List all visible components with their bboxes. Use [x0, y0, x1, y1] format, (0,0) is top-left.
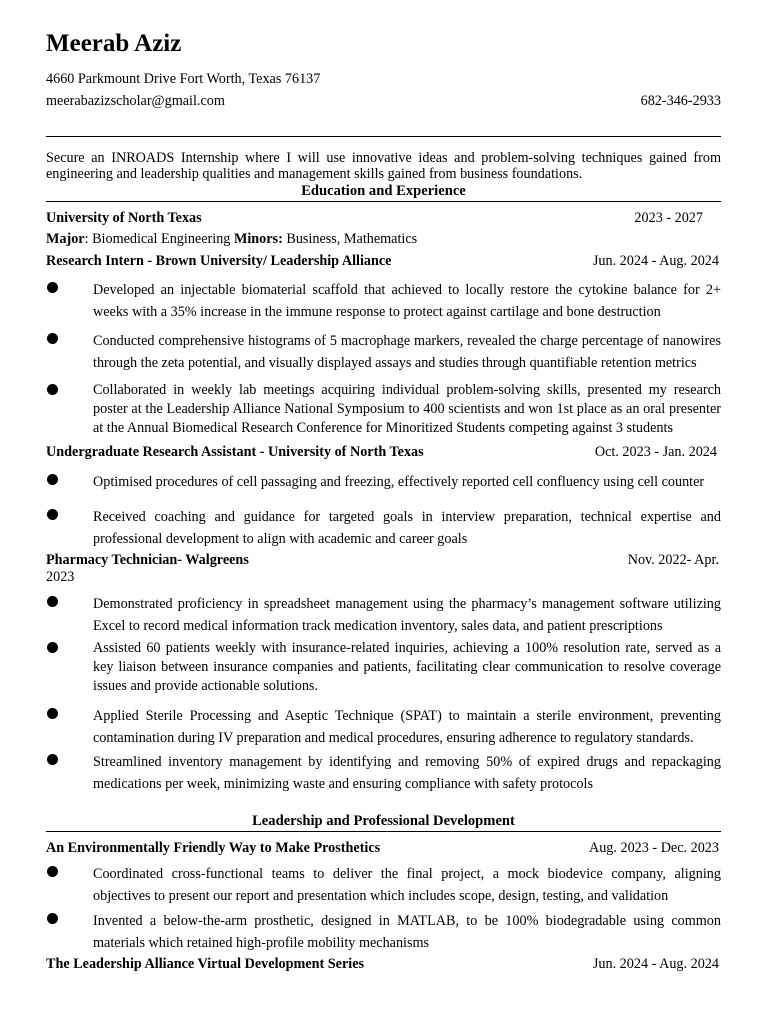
- bullet-text: Optimised procedures of cell passaging and freezing, effectively reported cell confluency using cell counter: [93, 474, 705, 490]
- list-item: [46, 330, 721, 374]
- bullet-text: Invented a below-the-arm prosthetic, designed in MATLAB, to be 100% biodegradable using common materials which retained high-profile mobility mechanisms: [93, 913, 721, 951]
- bullet-icon: [47, 282, 58, 293]
- bullet-icon: [47, 866, 58, 877]
- bullet-text: Received coaching and guidance for targeted goals in interview preparation, technical expertise and professional development to align with academic and career goals: [93, 509, 721, 547]
- university-dates: 2023 - 2027: [634, 210, 703, 226]
- job-header: [46, 253, 719, 270]
- header-divider: [46, 136, 721, 137]
- bullet-icon: [47, 596, 58, 607]
- education-row: [46, 210, 719, 227]
- bullet-icon: [47, 642, 58, 653]
- list-item: [46, 705, 721, 749]
- bullet-text: Conducted comprehensive histograms of 5 macrophage markers, revealed the charge percentage of nanowires through the zeta potential, and visually displayed assays and studies through quantifiable retention metrics: [93, 333, 721, 371]
- email: meerabazizscholar@gmail.com: [46, 93, 225, 109]
- leadership-dates: Aug. 2023 - Dec. 2023: [588, 840, 719, 856]
- leadership-title: The Leadership Alliance Virtual Development Series: [46, 956, 365, 972]
- minors-label: Minors:: [233, 231, 283, 247]
- job-header: [46, 552, 719, 569]
- job-title: Undergraduate Research Assistant - University of North Texas: [46, 444, 424, 460]
- leadership-header: [46, 840, 719, 857]
- objective: Secure an INROADS Internship where I will use innovative ideas and problem-solving techniques gained from engineering and leadership qualities and management skills gained from business foundations.: [46, 150, 721, 182]
- major-minors: [46, 231, 719, 248]
- bullet-text: Applied Sterile Processing and Aseptic Technique (SPAT) to maintain a sterile environment, preventing contamination during IV preparation and medical procedures, ensuring adherence to regulatory standards.: [93, 708, 721, 746]
- university-name: University of North Texas: [46, 210, 202, 226]
- list-item: [46, 593, 721, 637]
- phone: 682-346-2933: [640, 93, 721, 109]
- bullet-icon: [47, 333, 58, 344]
- job-header: [46, 444, 719, 461]
- bullet-text: Streamlined inventory management by identifying and removing 50% of expired drugs and repackaging medications per week, minimizing waste and ensuring compliance with safety protocols: [93, 754, 721, 792]
- candidate-name: Meerab Aziz: [46, 30, 182, 57]
- leadership-dates: Jun. 2024 - Aug. 2024: [592, 956, 719, 972]
- job-title: Research Intern - Brown University/ Leadership Alliance: [46, 253, 392, 269]
- bullet-text: Demonstrated proficiency in spreadsheet management using the pharmacy’s management software utilizing Excel to record medical information track medication inventory, sales data, and patient prescriptions: [93, 596, 721, 634]
- bullet-text: Coordinated cross-functional teams to deliver the final project, a mock biodevice company, aligning objectives to present our report and presentation which includes scope, design, testing, and validation: [93, 866, 721, 904]
- list-item: [46, 471, 721, 493]
- minors-value: Business, Mathematics: [282, 231, 418, 247]
- bullet-text: Collaborated in weekly lab meetings acquiring individual problem-solving skills, presented my research poster at the Leadership Alliance National Symposium to 400 scientists and won 1st place as an oral presenter at the Annual Biomedical Research Conference for Minoritized Students competing against 3 students: [93, 382, 721, 436]
- bullet-icon: [47, 509, 58, 520]
- job-dates-wrap: 2023: [46, 569, 75, 585]
- list-item: [46, 639, 721, 696]
- job-dates: Nov. 2022- Apr.: [627, 552, 719, 568]
- leadership-title: An Environmentally Friendly Way to Make Prosthetics: [46, 840, 381, 856]
- bullet-icon: [47, 474, 58, 485]
- list-item: [46, 751, 721, 795]
- leadership-header: [46, 956, 719, 973]
- address: 4660 Parkmount Drive Fort Worth, Texas 76137: [46, 71, 321, 87]
- major-value: : Biomedical Engineering: [84, 231, 234, 247]
- bullet-icon: [47, 384, 58, 395]
- job-dates: Oct. 2023 - Jan. 2024: [594, 444, 717, 460]
- bullet-text: Developed an injectable biomaterial scaffold that achieved to locally restore the cytokine balance for 2+ weeks with a 35% increase in the immune response to protect against cartilage and bone destruction: [93, 282, 721, 320]
- list-item: [46, 279, 721, 323]
- bullet-icon: [47, 913, 58, 924]
- bullet-icon: [47, 708, 58, 719]
- list-item: [46, 910, 721, 954]
- list-item: [46, 863, 721, 907]
- major-label: Major: [46, 231, 85, 247]
- list-item: [46, 381, 721, 438]
- section-divider: [46, 201, 721, 202]
- job-title: Pharmacy Technician- Walgreens: [46, 552, 249, 568]
- job-dates: Jun. 2024 - Aug. 2024: [592, 253, 719, 269]
- section-title-education: Education and Experience: [301, 183, 466, 199]
- bullet-icon: [47, 754, 58, 765]
- list-item: [46, 506, 721, 550]
- section-title-leadership: Leadership and Professional Development: [252, 813, 515, 829]
- section-divider: [46, 831, 721, 832]
- bullet-text: Assisted 60 patients weekly with insurance-related inquiries, achieving a 100% resolution rate, served as a key liaison between insurance companies and patients, facilitating clear communication to resolve coverage issues and provide actionable solutions.: [93, 640, 721, 694]
